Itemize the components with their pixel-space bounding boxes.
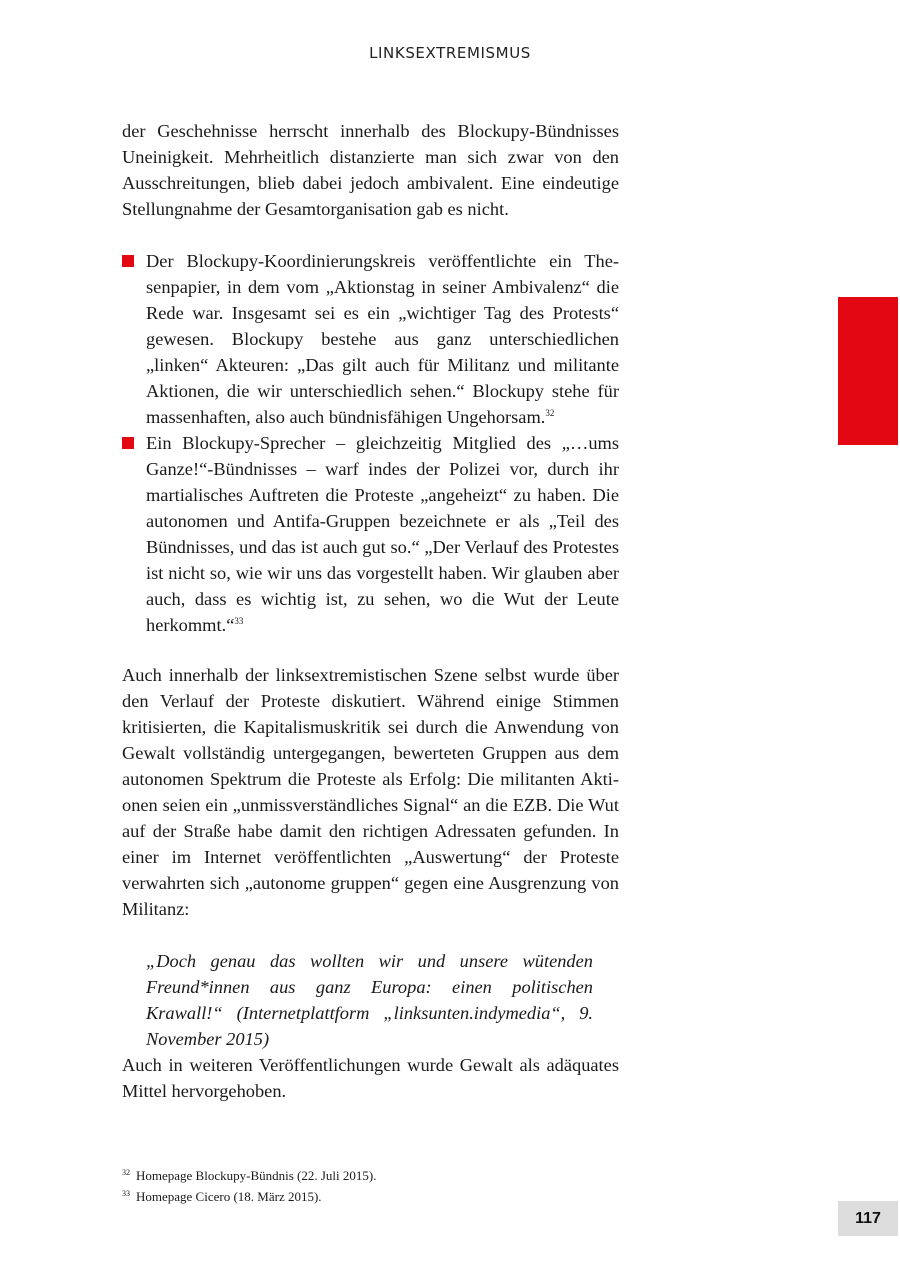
bullet-item-2 [122, 430, 619, 638]
bullet-text-2: Ein Blockupy-Sprecher – gleichzeitig Mitglied des „…ums Ganze!“-Bündnisses – warf indes der Polizei vor, durch ihr martialisches Auftreten die Proteste „angeheizt“ zu haben. Die autonomen und Antifa-Gruppen bezeichnete er als „Teil des Bündnisses, und das ist auch gut so.“ „Der Verlauf des Protestes ist nicht so, wie wir uns das vorgestellt haben. Wir glauben aber auch, dass es wichtig ist, zu sehen, wo die Wut der Leute herkommt.“ [146, 433, 619, 635]
footnote-ref-32[interactable]: 32 [545, 408, 555, 418]
bullet-item-1 [122, 248, 619, 430]
footnote-32 [122, 1165, 622, 1186]
chapter-side-tab [838, 297, 898, 445]
footnote-ref-33[interactable]: 33 [234, 616, 244, 626]
page-number: 117 [838, 1201, 898, 1236]
body-paragraph-3: Auch in weiteren Veröffentlichungen wurde Gewalt als adäquates Mittel hervorgehoben. [122, 1055, 619, 1101]
red-square-bullet-icon [122, 437, 134, 449]
running-head: LINKSEXTREMISMUS [369, 44, 531, 62]
footnote-33 [122, 1186, 622, 1207]
footnote-text: Homepage Blockupy-Bündnis (22. Juli 2015). [136, 1168, 377, 1183]
red-square-bullet-icon [122, 255, 134, 267]
body-paragraph-1: der Geschehnisse herrscht innerhalb des Blockupy-Bündnisses Uneinigkeit. Mehrheitlich distanzierte man sich zwar von den Ausschreitungen, blieb dabei jedoch ambivalent. Eine eindeutige Stellungnahme der Gesamtorganisation gab es nicht. [122, 121, 619, 219]
body-paragraph-2: Auch innerhalb der linksextremistischen Szene selbst wurde über den Verlauf der Proteste diskutiert. Während einige Stimmen kritisierten, die Kapitalismuskritik sei durch die Anwendung von Gewalt vollständig untergegangen, bewerteten Gruppen aus dem autonomen Spektrum die Proteste als Erfolg: Die militanten Aktionen seien ein „unmissverständliches Signal“ an die EZB. Die Wut auf der Straße habe damit den richtigen Adressaten gefunden. In einer im Internet veröffentlichten „Auswertung“ der Proteste verwahrten sich „autonome gruppen“ gegen eine Ausgrenzung von Militanz: [122, 665, 619, 919]
footnote-number: 33 [122, 1189, 130, 1198]
block-quote: „Doch genau das wollten wir und unsere wütenden Freund*innen aus ganz Europa: einen politischen Krawall!“ (Internetplattform „linksunten.indymedia“, 9. November 2015) [146, 951, 593, 1049]
footnotes [122, 1165, 622, 1207]
bullet-text-1: Der Blockupy-Koordinierungskreis veröffentlichte ein Thesenpapier, in dem vom „Aktionstag in seiner Ambivalenz“ die Rede war. Insgesamt sei es ein „wichtiger Tag des Protests“ gewesen. Blockupy bestehe aus ganz unterschiedlichen „linken“ Akteuren: „Das gilt auch für Militanz und militante Aktionen, die wir unterschiedlich sehen.“ Blockupy stehe für massenhaften, also auch bündnisfähigen Ungehorsam. [146, 251, 619, 427]
footnote-text: Homepage Cicero (18. März 2015). [136, 1189, 322, 1204]
bullet-list [122, 248, 619, 638]
footnote-number: 32 [122, 1168, 130, 1177]
